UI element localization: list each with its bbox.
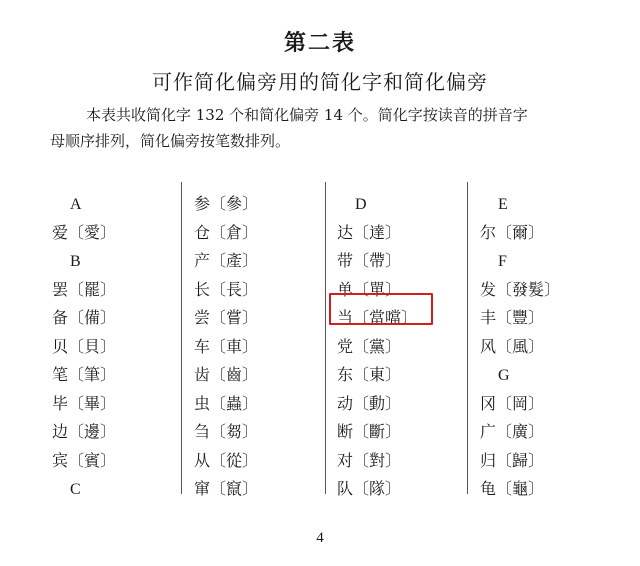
char-entry: 窜〔竄〕 bbox=[194, 479, 259, 498]
char-entry: 对〔對〕 bbox=[337, 450, 402, 470]
section-letter bbox=[337, 190, 447, 219]
char-entry: 备〔備〕 bbox=[52, 308, 117, 327]
section-letter bbox=[480, 190, 590, 219]
section-letter-label: E bbox=[498, 196, 508, 213]
intro-line-1: 本表共收简化字 132 个和简化偏旁 14 个。简化字按读音的拼音字 bbox=[86, 106, 528, 124]
intro-paragraph bbox=[50, 102, 586, 154]
section-letter bbox=[480, 361, 590, 390]
section-letter-label: C bbox=[70, 481, 81, 498]
section-letter-label: G bbox=[498, 367, 510, 384]
char-entry: 东〔東〕 bbox=[337, 365, 402, 384]
char-entry: 广〔廣〕 bbox=[480, 422, 545, 441]
section-letter bbox=[52, 190, 162, 219]
char-entry: 刍〔芻〕 bbox=[194, 422, 259, 441]
char-entry: 风〔風〕 bbox=[480, 336, 545, 356]
section-letter-label: D bbox=[355, 196, 367, 213]
section-letter bbox=[480, 247, 590, 276]
column-divider bbox=[325, 182, 326, 494]
char-column-3 bbox=[337, 190, 447, 504]
char-entry: 毕〔畢〕 bbox=[52, 393, 117, 413]
char-entry: 单〔單〕 bbox=[337, 279, 402, 299]
column-divider bbox=[467, 182, 468, 494]
char-entry: 断〔斷〕 bbox=[337, 422, 402, 441]
char-entry: 达〔達〕 bbox=[337, 222, 402, 242]
intro-line-2: 母顺序排列，简化偏旁按笔数排列。 bbox=[50, 132, 291, 150]
char-entry: 长〔長〕 bbox=[194, 279, 259, 299]
char-entry: 尝〔嘗〕 bbox=[194, 308, 259, 327]
char-entry: 虫〔蟲〕 bbox=[194, 393, 259, 413]
char-entry: 动〔動〕 bbox=[337, 393, 402, 413]
char-entry: 当〔當噹〕 bbox=[337, 308, 418, 327]
section-letter bbox=[52, 247, 162, 276]
char-entry: 仓〔倉〕 bbox=[194, 222, 259, 242]
table-subtitle: 可作简化偏旁用的简化字和简化偏旁 bbox=[152, 70, 488, 94]
char-entry: 党〔黨〕 bbox=[337, 336, 402, 356]
char-entry: 冈〔岡〕 bbox=[480, 393, 545, 413]
section-letter bbox=[52, 475, 162, 504]
char-column-1 bbox=[52, 190, 162, 504]
char-entry: 边〔邊〕 bbox=[52, 422, 117, 441]
char-entry: 尔〔爾〕 bbox=[480, 222, 545, 242]
table-title: 第二表 bbox=[283, 30, 356, 56]
char-entry: 爱〔愛〕 bbox=[52, 222, 117, 242]
char-entry: 产〔產〕 bbox=[194, 251, 259, 270]
highlight-box bbox=[329, 293, 433, 325]
char-entry: 龟〔龜〕 bbox=[480, 479, 545, 498]
column-divider bbox=[181, 182, 182, 494]
char-entry: 带〔帶〕 bbox=[337, 251, 402, 270]
section-letter-label: F bbox=[498, 253, 507, 270]
char-entry: 发〔發髮〕 bbox=[480, 279, 561, 299]
char-entry: 归〔歸〕 bbox=[480, 450, 545, 470]
char-entry: 笔〔筆〕 bbox=[52, 365, 117, 384]
char-entry: 车〔車〕 bbox=[194, 336, 259, 356]
char-column-2 bbox=[194, 190, 304, 504]
section-letter-label: B bbox=[70, 253, 81, 270]
char-entry: 队〔隊〕 bbox=[337, 479, 402, 498]
page-number: 4 bbox=[316, 530, 324, 546]
char-entry: 参〔參〕 bbox=[194, 194, 259, 213]
char-entry: 罢〔罷〕 bbox=[52, 279, 117, 299]
char-column-4 bbox=[480, 190, 590, 504]
char-entry: 齿〔齒〕 bbox=[194, 365, 259, 384]
char-entry: 宾〔賓〕 bbox=[52, 450, 117, 470]
char-entry: 丰〔豐〕 bbox=[480, 308, 545, 327]
char-entry: 从〔從〕 bbox=[194, 450, 259, 470]
section-letter-label: A bbox=[70, 196, 82, 213]
char-entry: 贝〔貝〕 bbox=[52, 336, 117, 356]
